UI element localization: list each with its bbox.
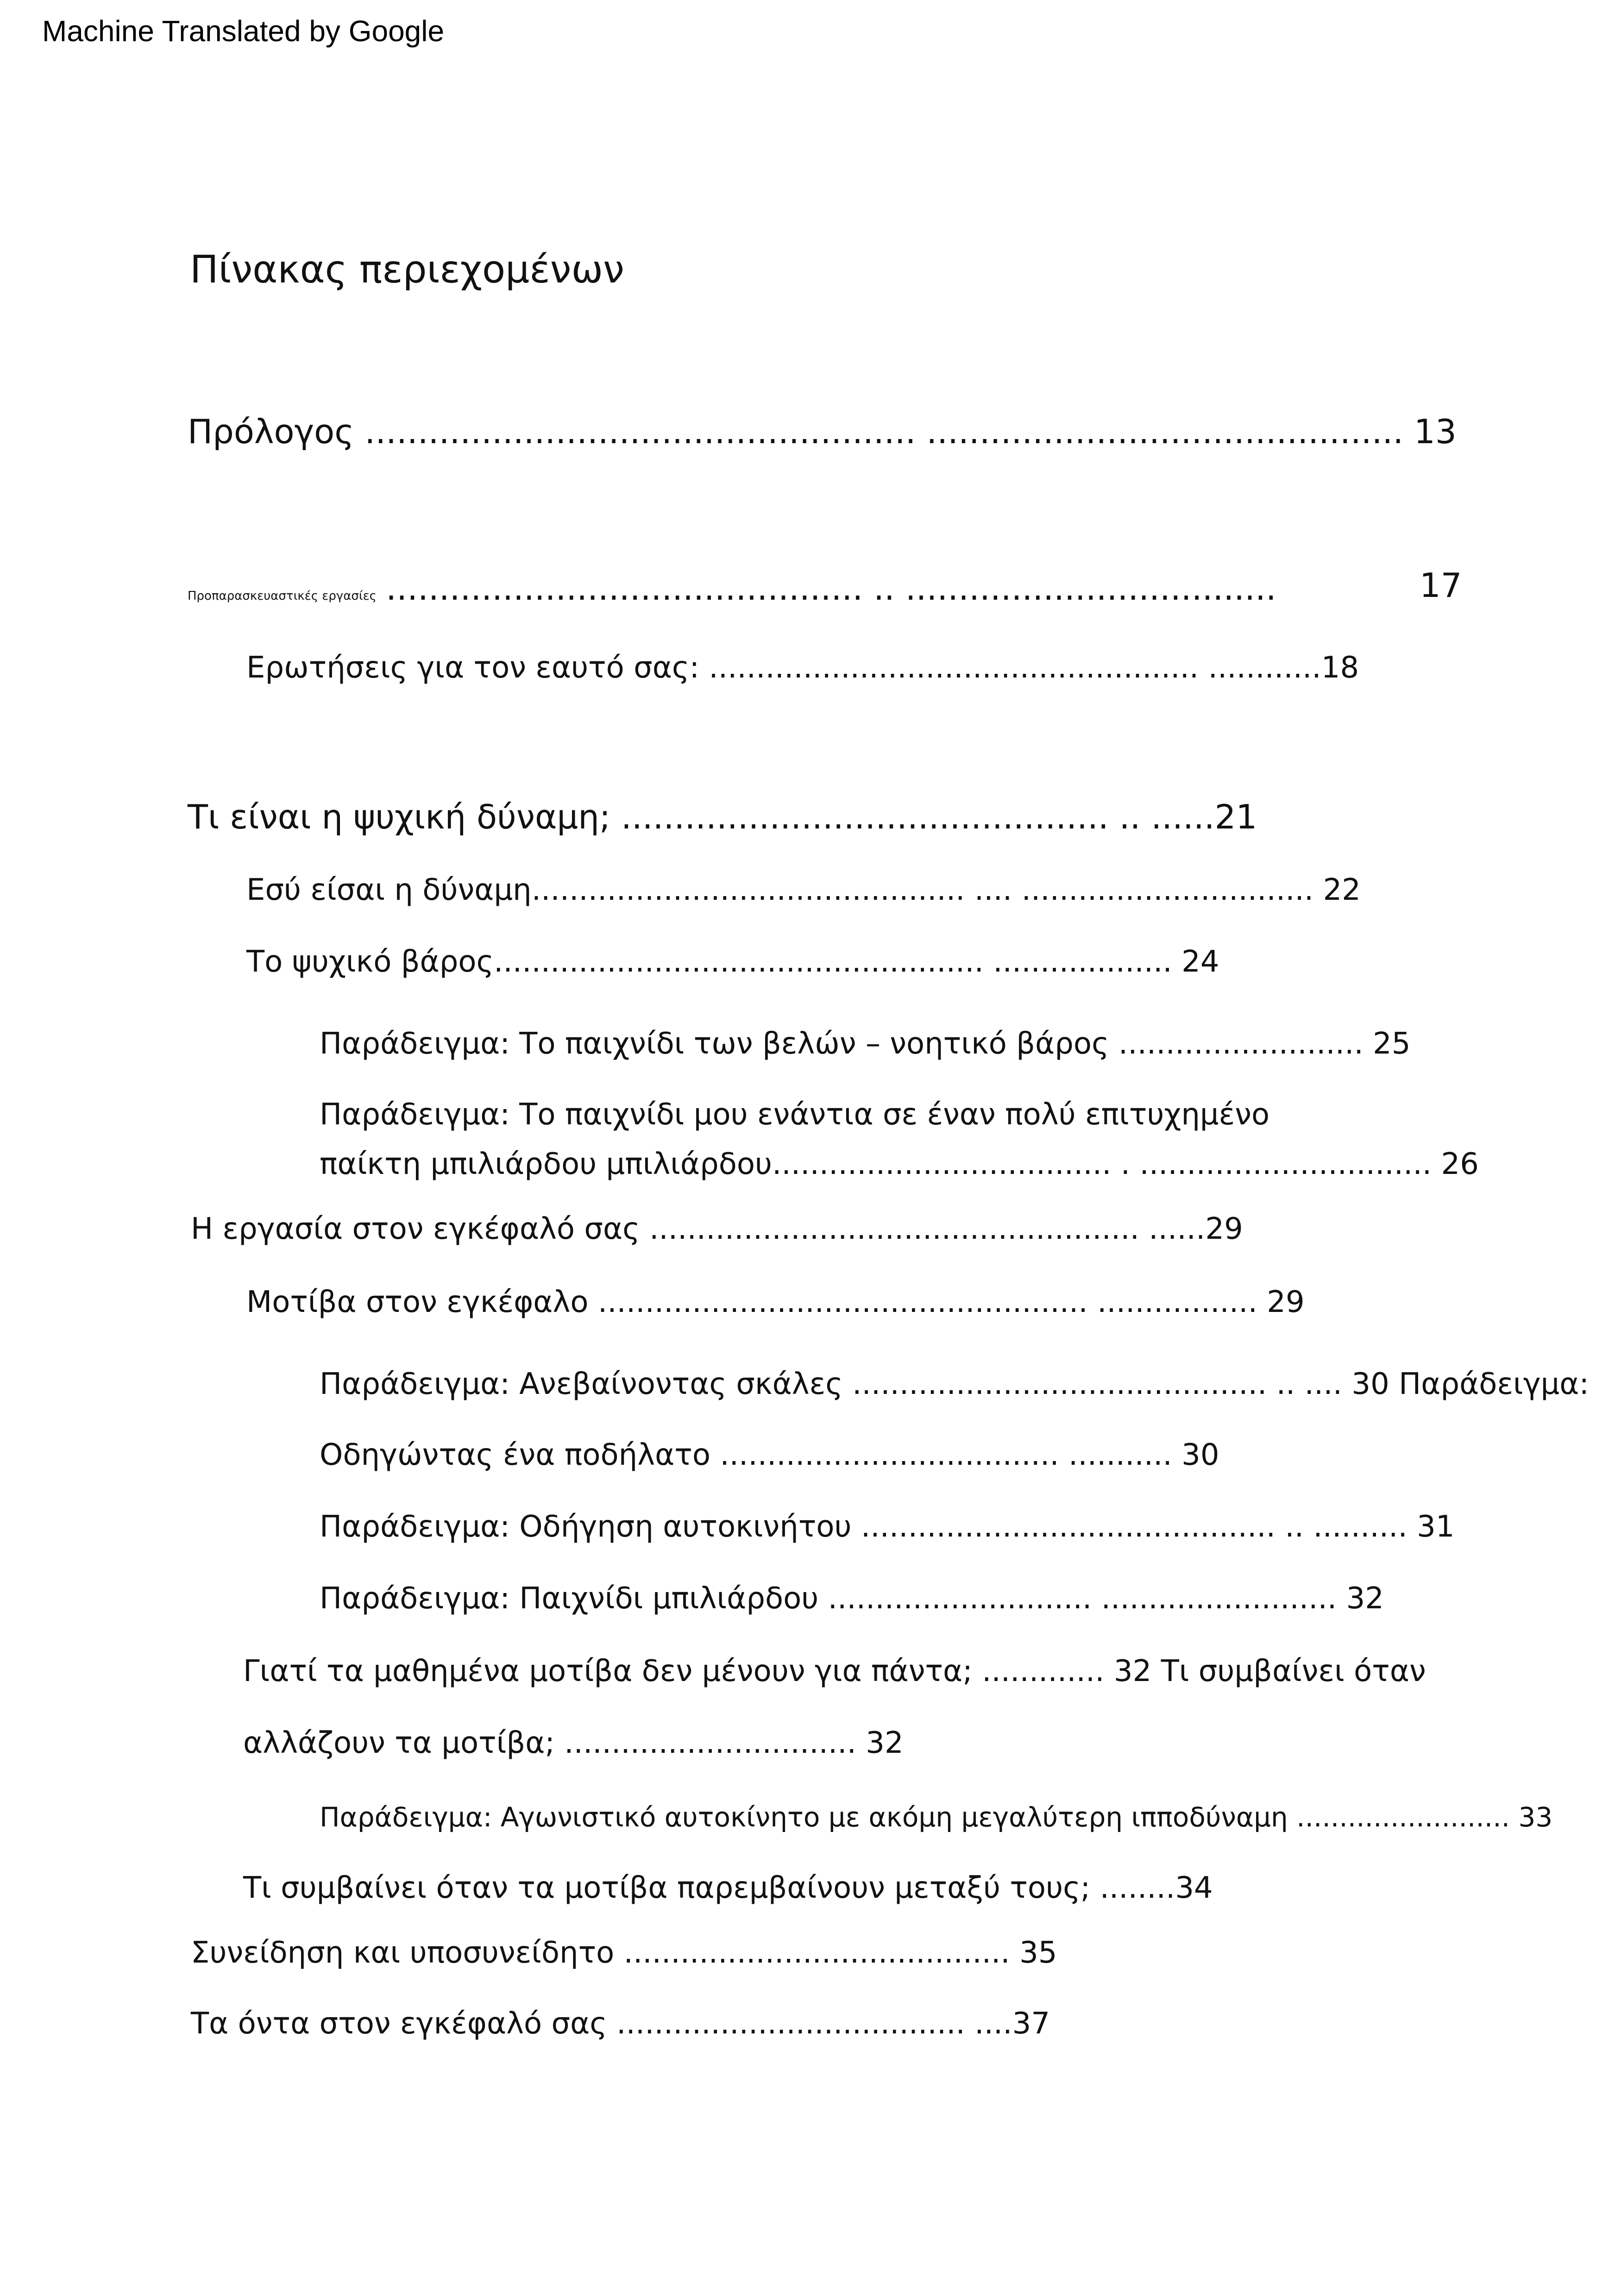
toc-entry-why-patterns-line2[interactable]: αλλάζουν τα μοτίβα; ............................... 32 [243,1726,904,1760]
page-title: Πίνακας περιεχομένων [190,248,624,292]
toc-entry-example-arrows[interactable]: Παράδειγμα: Το παιχνίδι των βελών – νοητικό βάρος .......................... 25 [320,1027,1411,1061]
toc-entry-mental-weight[interactable]: Το ψυχικό βάρος.................................................... ................... 24 [246,945,1219,979]
toc-entry-example-billiard-game[interactable]: Παράδειγμα: Παιχνίδι μπιλιάρδου ............................ ......................... 32 [320,1581,1384,1616]
toc-entry-example-bicycle[interactable]: Οδηγώντας ένα ποδήλατο .................................... ........... 30 [320,1438,1219,1472]
toc-entry-prep-tasks-label: Προπαρασκευαστικές εργασίες [188,589,377,603]
toc-entry-beings[interactable]: Τα όντα στον εγκέφαλό σας ..................................... ....37 [191,2007,1050,2041]
toc-entry-prep-tasks[interactable] [188,569,1276,608]
toc-entry-brain-patterns[interactable]: Μοτίβα στον εγκέφαλο .................................................... ................. 29 [246,1285,1305,1319]
toc-entry-you-are-power[interactable]: Εσύ είσαι η δύναμη.............................................. .... ............................... 22 [246,873,1361,907]
toc-entry-patterns-interfere[interactable]: Τι συμβαίνει όταν τα μοτίβα παρεμβαίνουν μεταξύ τους; ........34 [243,1871,1213,1905]
toc-entry-why-patterns-line1[interactable]: Γιατί τα μαθημένα μοτίβα δεν μένουν για πάντα; ............. 32 Τι συμβαίνει όταν [243,1654,1426,1688]
toc-entry-example-billiards-line1[interactable]: Παράδειγμα: Το παιχνίδι μου ενάντια σε έναν πολύ επιτυχημένο [320,1098,1270,1132]
toc-entry-brain-work[interactable]: Η εργασία στον εγκέφαλό σας .................................................... ......29 [191,1212,1243,1246]
toc-entry-example-car[interactable]: Παράδειγμα: Οδήγηση αυτοκινήτου ............................................ .. .......... 31 [320,1510,1455,1544]
toc-entry-psychic-power[interactable]: Τι είναι η ψυχική δύναμη; .............................................. .. ......21 [188,797,1257,836]
toc-entry-example-racecar[interactable]: Παράδειγμα: Αγωνιστικό αυτοκίνητο με ακόμη μεγαλύτερη ιπποδύναμη ......................... 33 [320,1801,1553,1833]
toc-entry-example-billiards-line2[interactable]: παίκτη μπιλιάρδου μπιλιάρδου.................................... . ............................... 26 [320,1147,1479,1181]
toc-entry-conscious[interactable]: Συνείδηση και υποσυνείδητο ......................................... 35 [191,1936,1057,1970]
toc-entry-prologue[interactable]: Πρόλογος .................................................... ............................................. 13 [188,412,1457,451]
machine-translation-banner: Machine Translated by Google [42,14,445,48]
toc-entry-prep-tasks-dots: ............................................. .. ................................... [386,569,1276,608]
toc-entry-example-stairs[interactable]: Παράδειγμα: Ανεβαίνοντας σκάλες ............................................ .. .... 30 Παράδειγμα: [320,1367,1590,1401]
toc-entry-prep-tasks-page: 17 [1420,566,1462,605]
toc-entry-self-questions[interactable]: Ερωτήσεις για τον εαυτό σας: .................................................... ............18 [246,651,1359,685]
